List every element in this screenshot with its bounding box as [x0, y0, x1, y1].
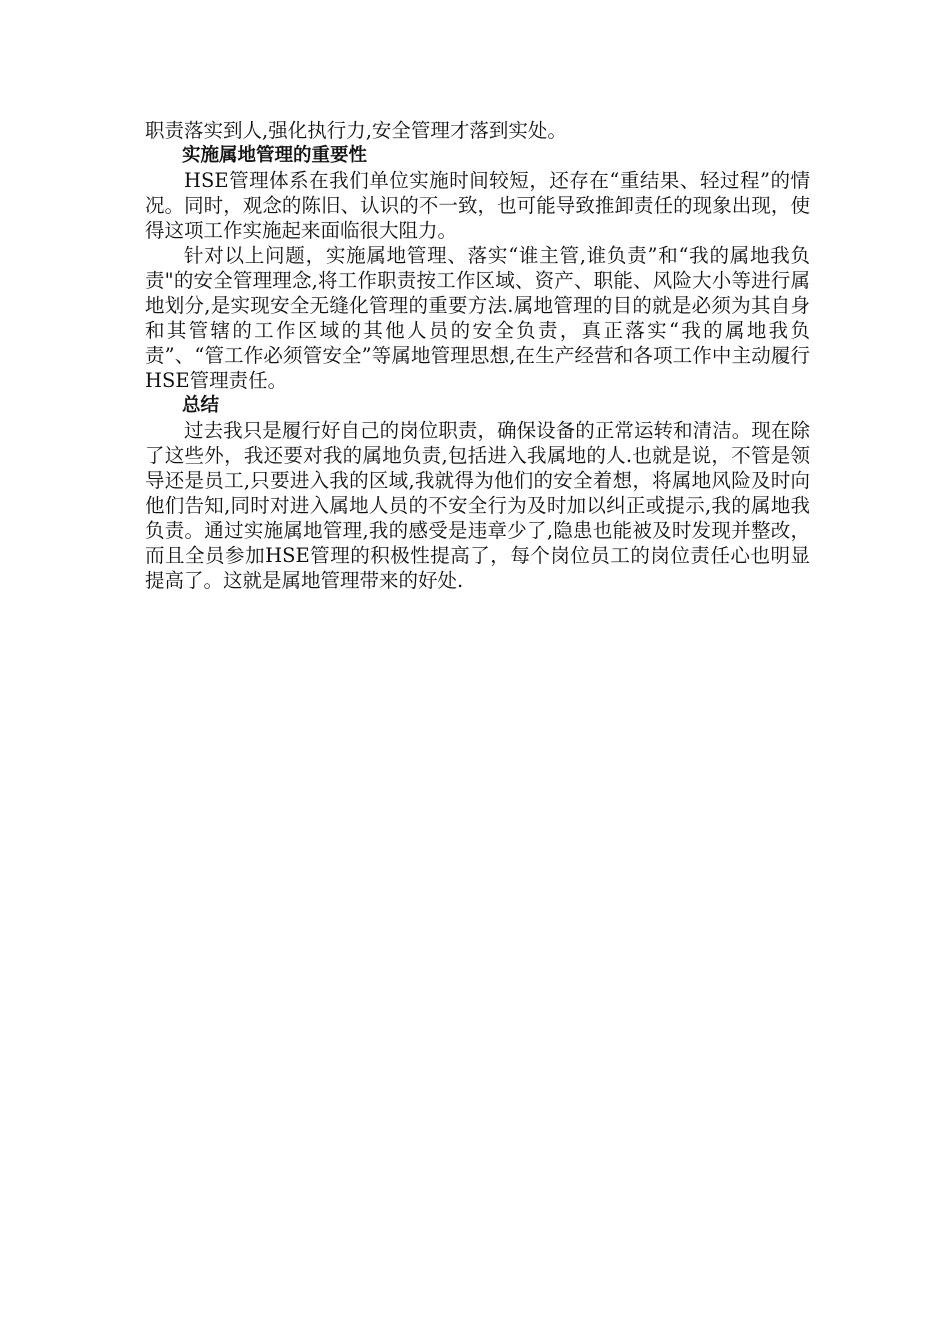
summary-paragraph: 过去我只是履行好自己的岗位职责，确保设备的正常运转和清洁。现在除了这些外，我还要对我的属地负责,包括进入我属地的人.也就是说，不管是领导还是员工,只要进入我的区域,我就得为他们的安全着想，将属地风险及时向他们告知,同时对进入属地人员的不安全行为及时加以纠正或提示,我的属地我负责。通过实施属地管理,我的感受是违章少了,隐患也能被及时发现并整改，而且全员参加HSE管理的积极性提高了，每个岗位员工的岗位责任心也明显提高了。这就是属地管理带来的好处. — [145, 419, 810, 592]
continued-paragraph: 职责落实到人,强化执行力,安全管理才落到实处。 — [145, 119, 567, 142]
section-heading-summary: 总结 — [182, 395, 220, 416]
importance-paragraph-2: 针对以上问题，实施属地管理、落实“谁主管,谁负责”和“我的属地我负责"的安全管理理念,将工作职责按工作区域、资产、职能、风险大小等进行属地划分,是实现安全无缝化管理的重要方法.属地管理的目的就是必须为其自身和其管辖的工作区域的其他人员的安全负责，真正落实“我的属地我负责”、“管工作必须管安全”等属地管理思想,在生产经营和各项工作中主动履行HSE管理责任。 — [145, 244, 810, 392]
section-heading-importance: 实施属地管理的重要性 — [182, 145, 368, 166]
document-page — [145, 118, 810, 593]
importance-paragraph-1: HSE管理体系在我们单位实施时间较短，还存在“重结果、轻过程”的情况。同时，观念的陈旧、认识的不一致，也可能导致推卸责任的现象出现，使得这项工作实施起来面临很大阻力。 — [145, 169, 810, 242]
